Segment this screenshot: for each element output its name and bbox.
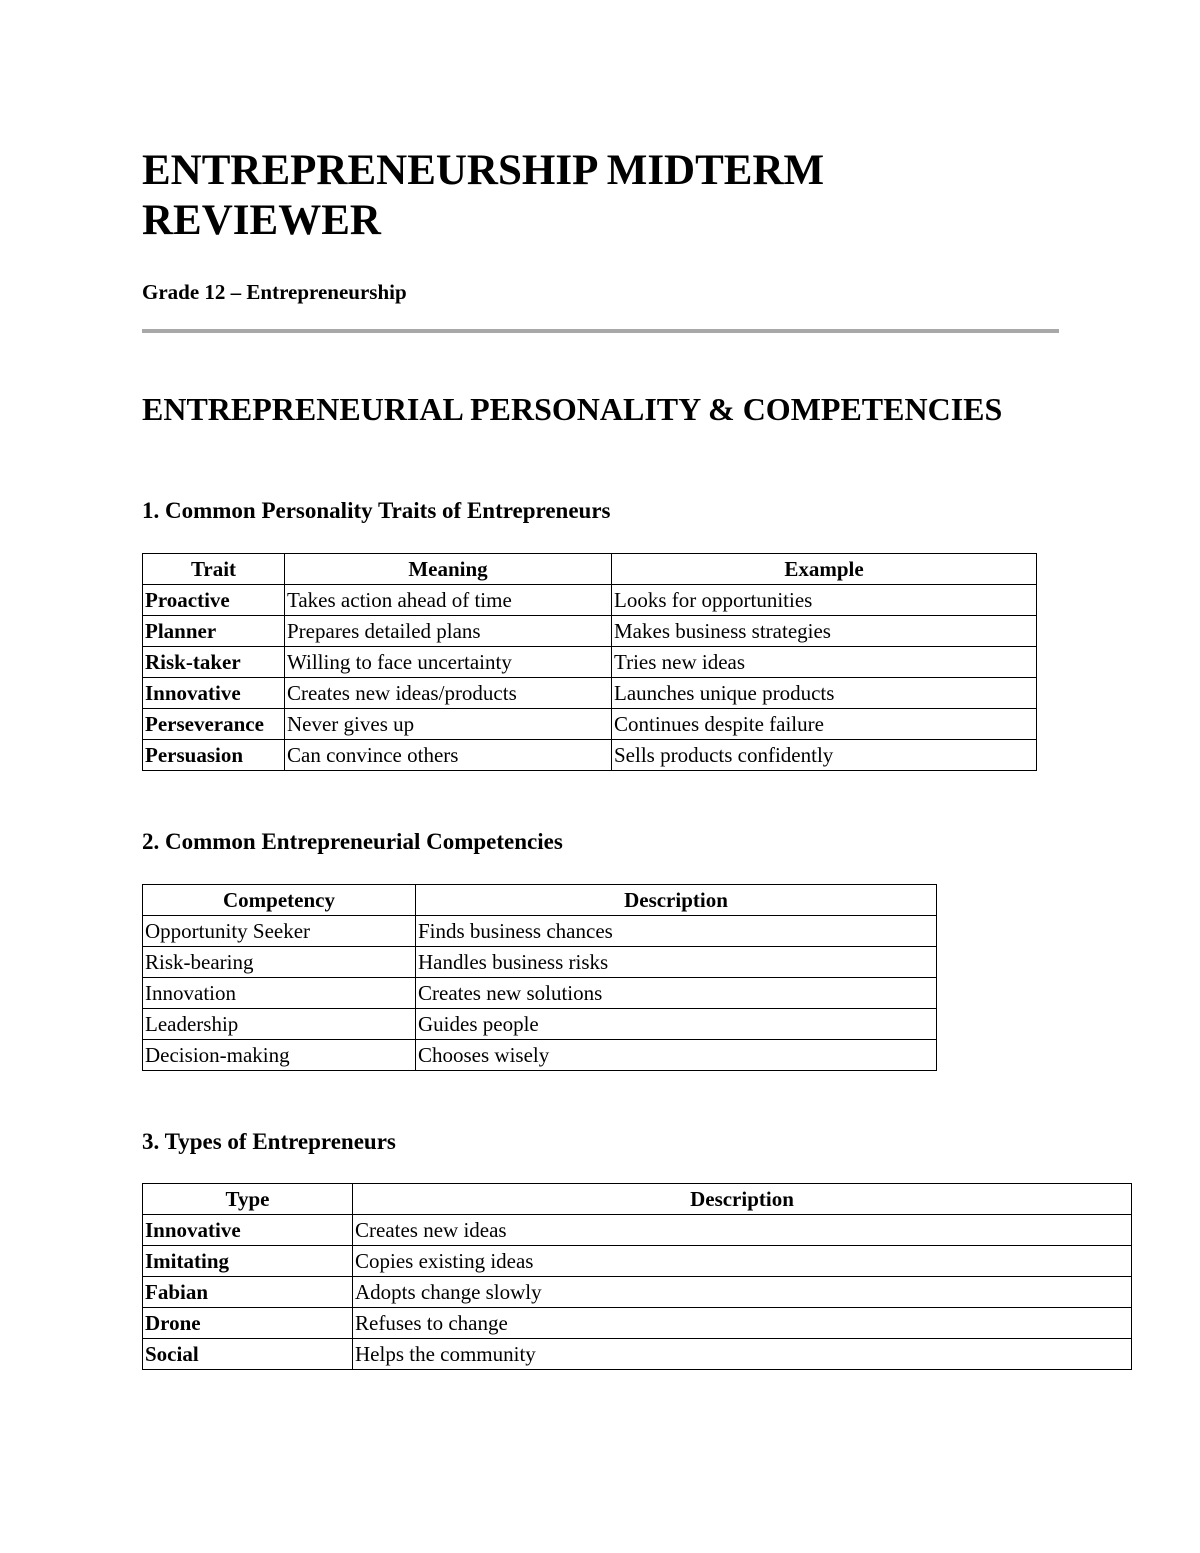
competencies-heading: 2. Common Entrepreneurial Competencies xyxy=(142,829,563,854)
traits-table xyxy=(142,553,1037,771)
type-cell: Drone xyxy=(143,1308,353,1339)
table-row xyxy=(143,740,1037,771)
horizontal-divider xyxy=(142,329,1059,333)
column-header: Meaning xyxy=(285,554,612,585)
meaning-cell: Willing to face uncertainty xyxy=(285,647,612,678)
table-row xyxy=(143,1339,1132,1370)
column-header: Competency xyxy=(143,885,416,916)
table-row xyxy=(143,1308,1132,1339)
description-cell: Guides people xyxy=(416,1009,937,1040)
table-row xyxy=(143,1040,937,1071)
type-cell: Innovative xyxy=(143,1215,353,1246)
trait-cell: Planner xyxy=(143,616,285,647)
column-header: Type xyxy=(143,1184,353,1215)
description-cell: Adopts change slowly xyxy=(353,1277,1132,1308)
trait-cell: Innovative xyxy=(143,678,285,709)
column-header: Description xyxy=(416,885,937,916)
section-title: ENTREPRENEURIAL PERSONALITY & COMPETENCIES xyxy=(142,391,1003,427)
description-cell: Copies existing ideas xyxy=(353,1246,1132,1277)
example-cell: Looks for opportunities xyxy=(612,585,1037,616)
meaning-cell: Prepares detailed plans xyxy=(285,616,612,647)
column-header: Example xyxy=(612,554,1037,585)
table-row xyxy=(143,1277,1132,1308)
table-row xyxy=(143,647,1037,678)
table-row xyxy=(143,709,1037,740)
description-cell: Creates new solutions xyxy=(416,978,937,1009)
example-cell: Continues despite failure xyxy=(612,709,1037,740)
meaning-cell: Can convince others xyxy=(285,740,612,771)
meaning-cell: Never gives up xyxy=(285,709,612,740)
column-header: Trait xyxy=(143,554,285,585)
competency-cell: Opportunity Seeker xyxy=(143,916,416,947)
document-subtitle: Grade 12 – Entrepreneurship xyxy=(142,280,407,304)
description-cell: Finds business chances xyxy=(416,916,937,947)
description-cell: Creates new ideas xyxy=(353,1215,1132,1246)
table-row xyxy=(143,947,937,978)
meaning-cell: Creates new ideas/products xyxy=(285,678,612,709)
document-title: ENTREPRENEURSHIP MIDTERM REVIEWER xyxy=(142,147,825,244)
competency-cell: Decision-making xyxy=(143,1040,416,1071)
types-table xyxy=(142,1183,1132,1370)
table-row xyxy=(143,1246,1132,1277)
types-heading: 3. Types of Entrepreneurs xyxy=(142,1129,396,1154)
table-header-row xyxy=(143,1184,1132,1215)
table-row xyxy=(143,1009,937,1040)
example-cell: Makes business strategies xyxy=(612,616,1037,647)
table-header-row xyxy=(143,885,937,916)
description-cell: Helps the community xyxy=(353,1339,1132,1370)
trait-cell: Proactive xyxy=(143,585,285,616)
competency-cell: Risk-bearing xyxy=(143,947,416,978)
trait-cell: Perseverance xyxy=(143,709,285,740)
table-row xyxy=(143,585,1037,616)
table-row xyxy=(143,1215,1132,1246)
competency-cell: Innovation xyxy=(143,978,416,1009)
example-cell: Tries new ideas xyxy=(612,647,1037,678)
type-cell: Social xyxy=(143,1339,353,1370)
type-cell: Imitating xyxy=(143,1246,353,1277)
trait-cell: Persuasion xyxy=(143,740,285,771)
example-cell: Launches unique products xyxy=(612,678,1037,709)
competencies-table xyxy=(142,884,937,1071)
table-row xyxy=(143,978,937,1009)
description-cell: Handles business risks xyxy=(416,947,937,978)
competency-cell: Leadership xyxy=(143,1009,416,1040)
meaning-cell: Takes action ahead of time xyxy=(285,585,612,616)
description-cell: Refuses to change xyxy=(353,1308,1132,1339)
table-row xyxy=(143,616,1037,647)
description-cell: Chooses wisely xyxy=(416,1040,937,1071)
table-row xyxy=(143,678,1037,709)
trait-cell: Risk-taker xyxy=(143,647,285,678)
example-cell: Sells products confidently xyxy=(612,740,1037,771)
type-cell: Fabian xyxy=(143,1277,353,1308)
traits-heading: 1. Common Personality Traits of Entrepreneurs xyxy=(142,498,611,523)
table-row xyxy=(143,916,937,947)
table-header-row xyxy=(143,554,1037,585)
column-header: Description xyxy=(353,1184,1132,1215)
